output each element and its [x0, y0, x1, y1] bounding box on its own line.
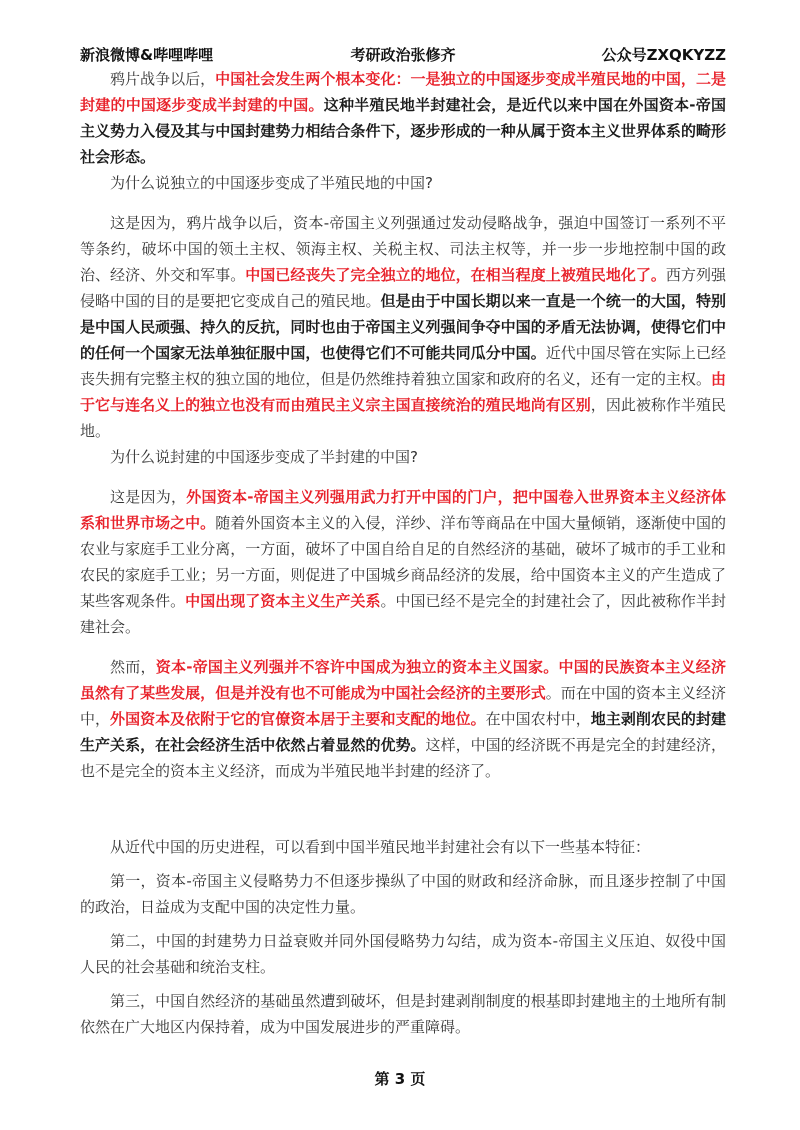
- paragraph-semi-feudal: [80, 484, 726, 640]
- semi-colonial-plain-3: 近代中国尽管在实际上已经丧失拥有完整主权的独立国的地位，但是仍然维持着独立国家和政府的名义，还有一定的主权。: [80, 344, 726, 388]
- paragraph-however: [80, 654, 726, 784]
- however-plain-4: 这样，中国的经济既不再是完全的封建经济，也不是完全的资本主义经济，而成为半殖民地半封建的经济了。: [80, 736, 726, 780]
- semi-feudal-red-2: 中国出现了资本主义生产关系: [185, 592, 381, 610]
- intro-red-highlight: 中国社会发生两个根本变化：一是独立的中国逐步变成半殖民地的中国，二是封建的中国逐步变成半封建的中国。: [80, 70, 726, 114]
- intro-plain-1: 鸦片战争以后，: [110, 70, 216, 88]
- semi-feudal-plain-1: 这是因为，: [110, 488, 187, 506]
- semi-colonial-red-1: 中国已经丧失了完全独立的地位，在相当程度上被殖民地化了。: [245, 266, 666, 284]
- header-center-title: 考研政治张修齐: [350, 46, 456, 64]
- paragraph-feature-second: 第二，中国的封建势力日益衰败并同外国侵略势力勾结，成为资本-帝国主义压迫、奴役中国人民的社会基础和统治支柱。: [80, 932, 726, 976]
- however-red-1: 资本-帝国主义列强并不容许中国成为独立的资本主义国家。: [155, 658, 559, 676]
- paragraph-intro: [80, 66, 726, 170]
- intro-bold-text: 这种半殖民地半封建社会，是近代以来中国在外国资本-帝国主义势力入侵及其与中国封建势力相结合条件下，逐步形成的一种从属于资本主义世界体系的畸形社会形态。: [80, 96, 726, 166]
- however-plain-1: 然而，: [110, 658, 156, 676]
- however-plain-3: 在中国农村中，: [485, 710, 591, 728]
- document-body: [80, 66, 726, 1040]
- semi-feudal-red-1: 外国资本-帝国主义列强用武力打开中国的门户，把中国卷入世界资本主义经济体系和世界市场之中。: [80, 488, 726, 532]
- header-right-wechat-account: 公众号ZXQKYZZ: [601, 46, 726, 64]
- however-bold-1: 地主剥削农民的封建生产关系，在社会经济生活中依然占着显然的优势。: [80, 710, 726, 754]
- semi-colonial-red-2: 由于它与连名义上的独立也没有而由殖民主义宗主国直接统治的殖民地尚有区别: [80, 370, 726, 414]
- semi-feudal-plain-2: 随着外国资本主义的入侵，洋纱、洋布等商品在中国大量倾销，逐渐使中国的农业与家庭手工业分离，一方面，破坏了中国自给自足的自然经济的基础，破坏了城市的手工业和农民的家庭手工业；另一方面，则促进了中国城乡商品经济的发展，给中国资本主义的产生造成了某些客观条件。: [80, 514, 726, 610]
- paragraph-features-intro: 从近代中国的历史进程，可以看到中国半殖民地半封建社会有以下一些基本特征：: [110, 838, 651, 856]
- semi-colonial-bold-1: 但是由于中国长期以来一直是一个统一的大国，特别是中国人民顽强、持久的反抗，同时也由于帝国主义列强间争夺中国的矛盾无法协调，使得它们中的任何一个国家无法单独征服中国，也使得它们不可能共同瓜分中国。: [80, 292, 726, 362]
- semi-colonial-plain-1: 这是因为，鸦片战争以后，资本-帝国主义列强通过发动侵略战争，强迫中国签订一系列不平等条约，破坏中国的领土主权、领海主权、关税主权、司法主权等，并一步一步地控制中国的政治、经济、外交和军事。: [80, 214, 726, 284]
- however-red-2: 中国的民族资本主义经济虽然有了某些发展，但是并没有也不可能成为中国社会经济的主要形式: [80, 658, 726, 702]
- however-plain-2: 。而在中国的资本主义经济中，: [80, 684, 726, 728]
- paragraph-feature-first: 第一，资本-帝国主义侵略势力不但逐步操纵了中国的财政和经济命脉，而且逐步控制了中国的政治，日益成为支配中国的决定性力量。: [80, 872, 726, 916]
- question-semi-feudal: 为什么说封建的中国逐步变成了半封建的中国?: [110, 448, 418, 466]
- page-header: [80, 44, 726, 66]
- question-semi-colonial: 为什么说独立的中国逐步变成了半殖民地的中国?: [110, 174, 433, 192]
- however-red-3: 外国资本及依附于它的官僚资本居于主要和支配的地位。: [110, 710, 486, 728]
- paragraph-feature-third: 第三，中国自然经济的基础虽然遭到破坏，但是封建剥削制度的根基即封建地主的土地所有制依然在广大地区内保持着，成为中国发展进步的严重障碍。: [80, 992, 726, 1036]
- semi-feudal-plain-3: 。中国已经不是完全的封建社会了，因此被称作半封建社会。: [80, 592, 726, 636]
- page-number: 第 3 页: [374, 1070, 426, 1088]
- header-left-weibo-bilibili: 新浪微博&哔哩哔哩: [80, 46, 214, 64]
- semi-colonial-plain-4: ，因此被称作半殖民地。: [80, 396, 726, 440]
- paragraph-semi-colonial: [80, 210, 726, 444]
- semi-colonial-plain-2: 西方列强侵略中国的目的是要把它变成自己的殖民地。: [80, 266, 726, 310]
